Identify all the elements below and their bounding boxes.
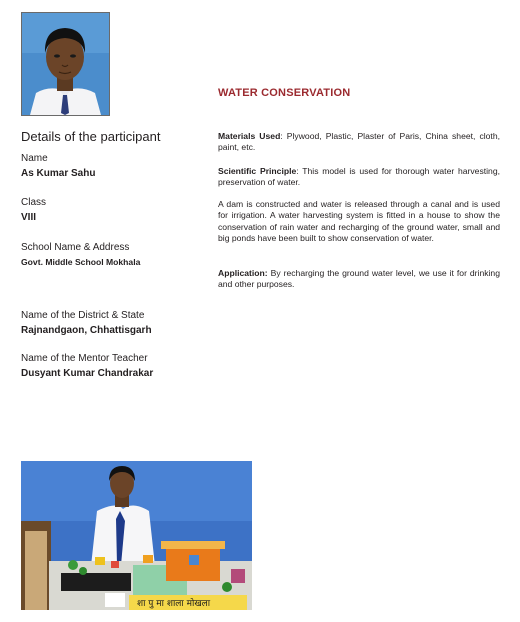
materials-label: Materials Used xyxy=(218,131,281,141)
mentor-label: Name of the Mentor Teacher xyxy=(21,353,148,364)
participant-name: As Kumar Sahu xyxy=(21,168,96,179)
participant-school: Govt. Middle School Mokhala xyxy=(21,257,141,267)
participant-class: VIII xyxy=(21,212,37,223)
materials-text: : Plywood, Plastic, Plaster of Paris, China sheet, cloth, paint, etc. xyxy=(218,131,500,153)
school-label: School Name & Address xyxy=(21,242,130,253)
description-paragraph: A dam is constructed and water is released through a canal and is used for irrigation. A water harvesting system is fitted in a house to show the conservation of rain water and recharging of the ground water, small and big ponds have been built to show conservation of water. xyxy=(218,199,500,244)
project-title: WATER CONSERVATION xyxy=(218,87,351,99)
class-label: Class xyxy=(21,197,47,208)
banner-text: शा पु मा शाला मोखला xyxy=(137,599,211,609)
principle-text: : This model is used for thorough water harvesting, preservation of water. xyxy=(218,166,501,188)
name-label: Name xyxy=(21,153,48,164)
application-paragraph xyxy=(218,268,500,291)
application-text: By recharging the ground water level, we use it for drinking and other purposes. xyxy=(218,268,500,290)
principle-paragraph xyxy=(218,166,500,189)
principle-label: Scientific Principle xyxy=(218,166,297,176)
participant-photo xyxy=(21,12,110,116)
participant-mentor: Dusyant Kumar Chandrakar xyxy=(21,368,154,379)
application-label: Application: xyxy=(218,268,268,278)
details-heading: Details of the participant xyxy=(21,129,161,144)
participant-district: Rajnandgaon, Chhattisgarh xyxy=(21,325,152,336)
materials-paragraph xyxy=(218,131,500,154)
district-label: Name of the District & State xyxy=(21,310,145,321)
project-model-photo xyxy=(21,461,252,610)
